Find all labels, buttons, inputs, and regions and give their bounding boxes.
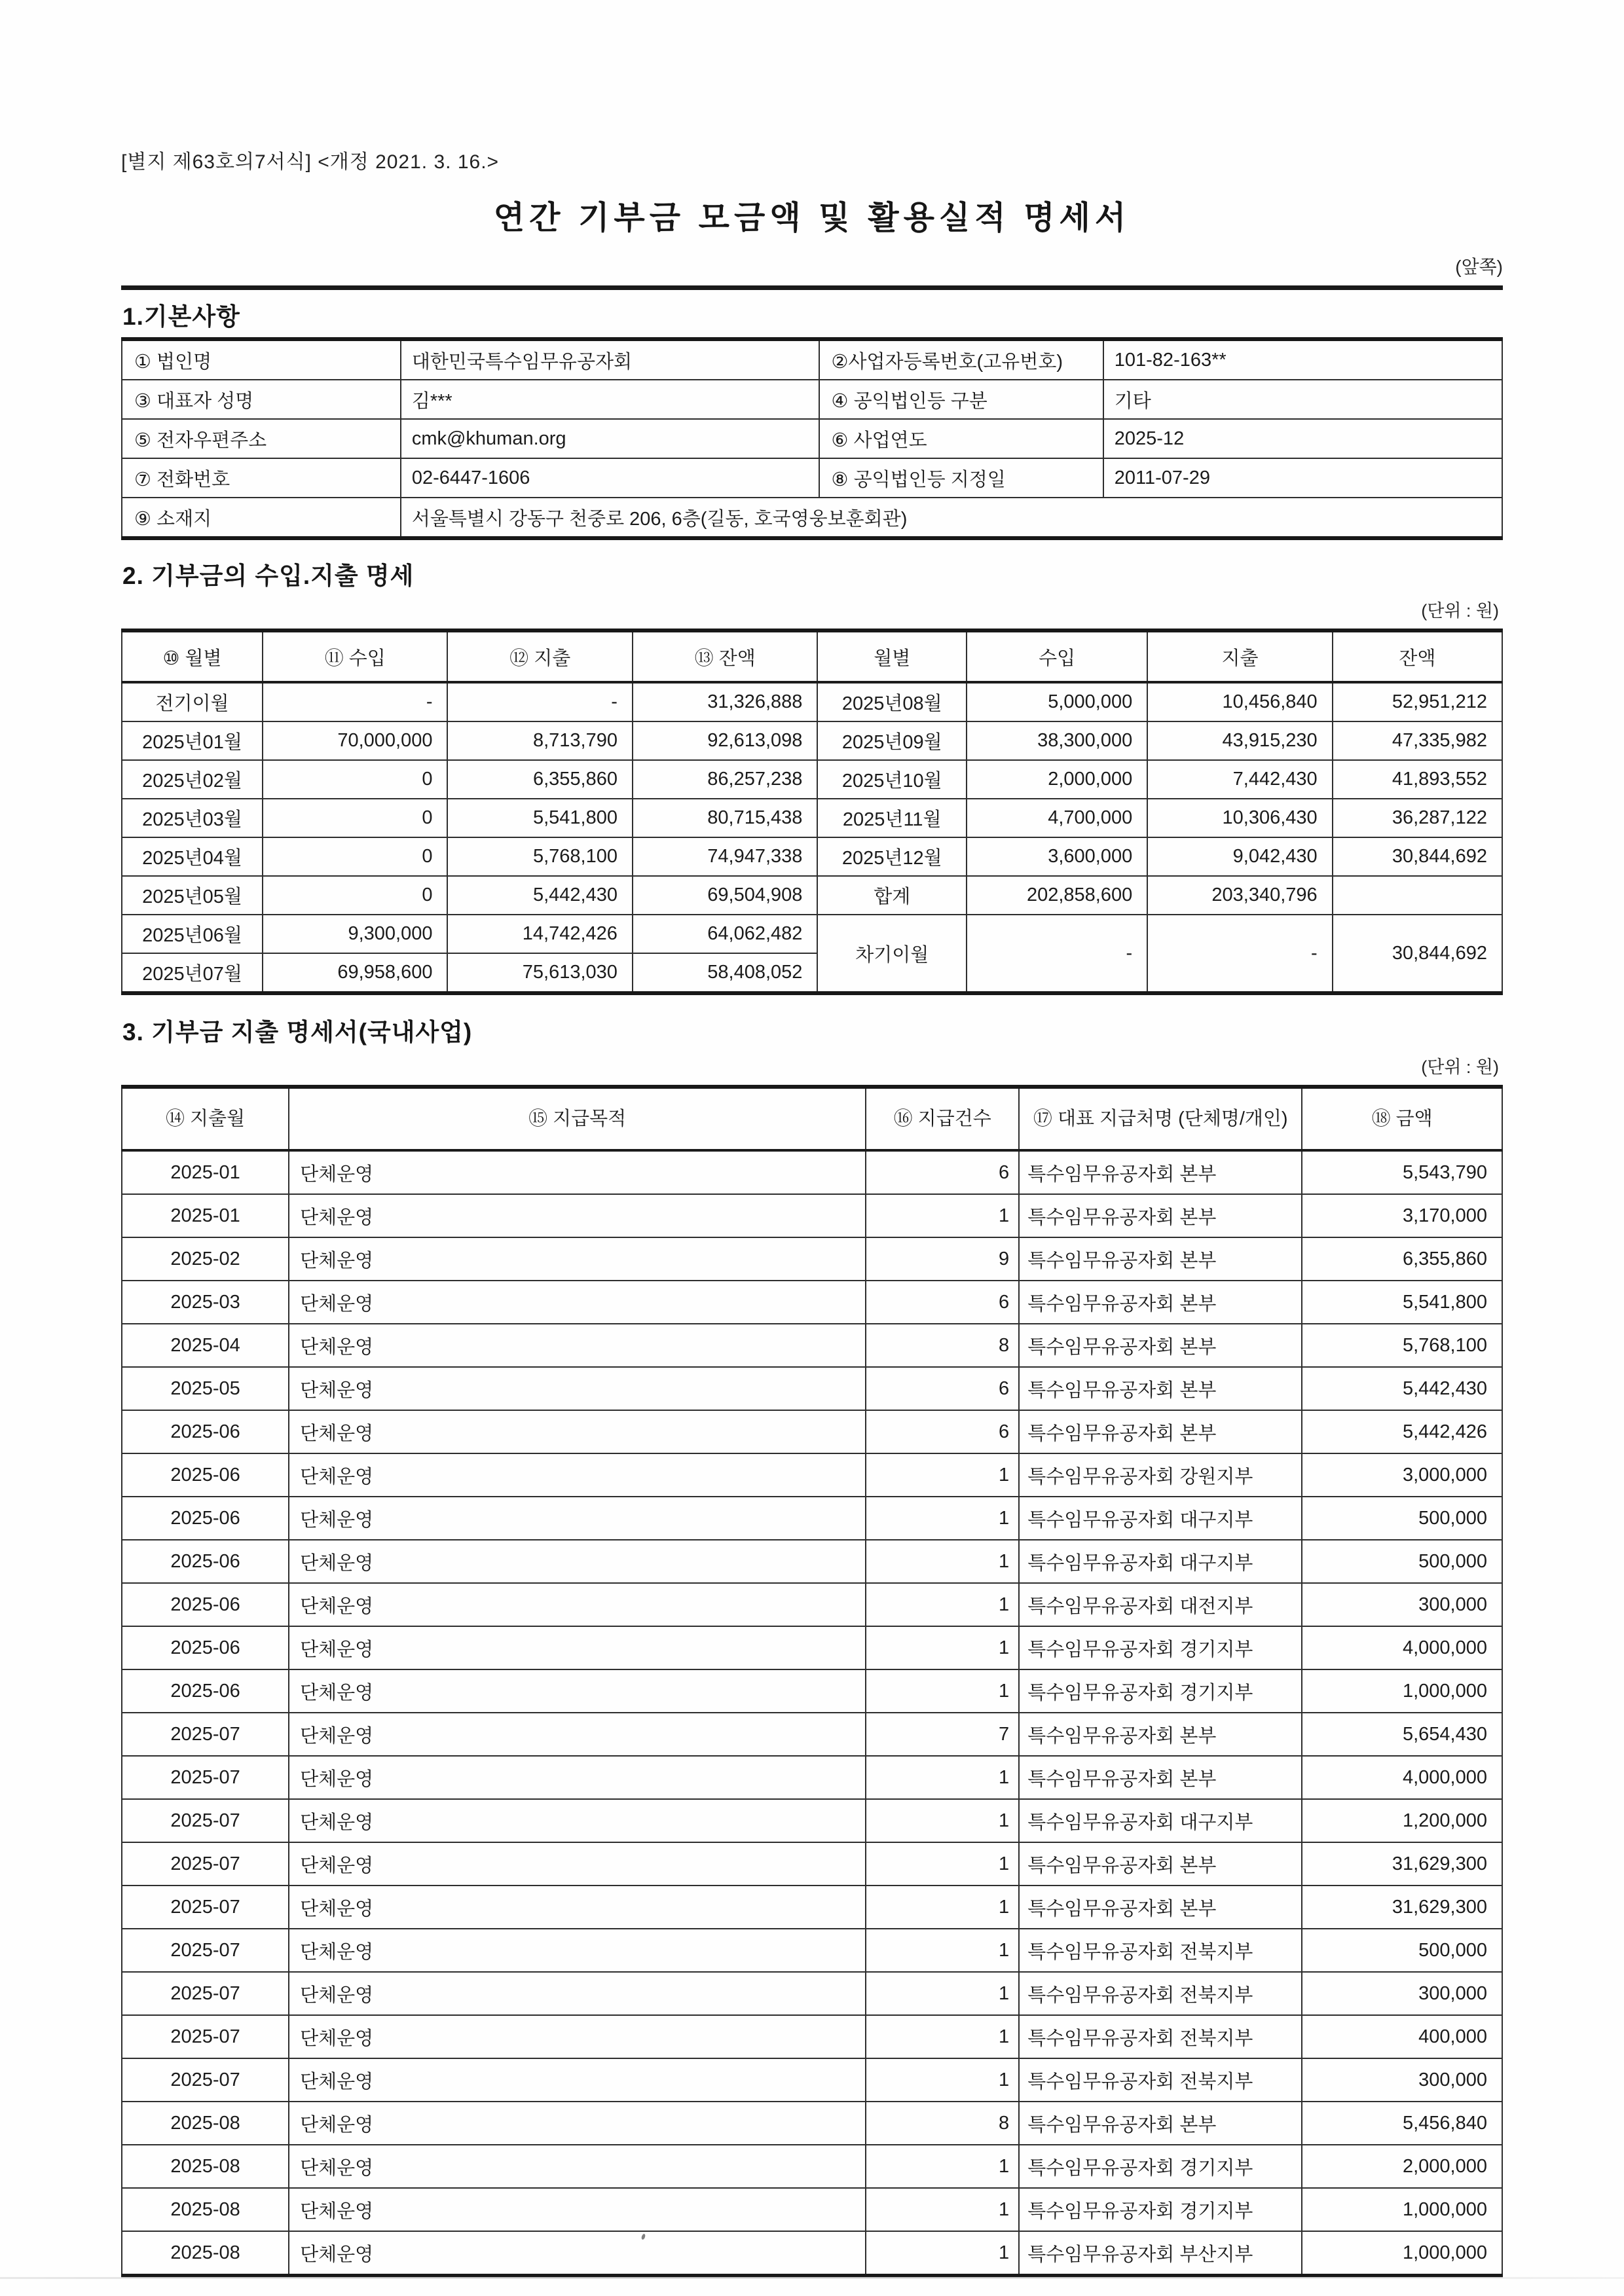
expense-month-cell: 2025-07 [122, 1842, 289, 1886]
payee-cell: 특수임무유공자회 경기지부 [1019, 1626, 1302, 1669]
payee-cell: 특수임무유공자회 본부 [1019, 1150, 1302, 1194]
month-cell: 2025년12월 [817, 837, 967, 876]
purpose-cell: 단체운영 [289, 2015, 866, 2058]
expense-month-cell: 2025-06 [122, 1497, 289, 1540]
payee-cell: 특수임무유공자회 대구지부 [1019, 1799, 1302, 1842]
purpose-cell: 단체운영 [289, 1453, 866, 1497]
field-label: ⑥ 사업연도 [819, 419, 1103, 458]
column-header: ⑰ 대표 지급처명 (단체명/개인) [1019, 1087, 1302, 1150]
expense-cell: 9,042,430 [1147, 837, 1332, 876]
basic-info-row [122, 419, 1502, 458]
expense-month-cell: 2025-08 [122, 2102, 289, 2145]
balance-cell: 58,408,052 [633, 953, 817, 993]
payee-cell: 특수임무유공자회 경기지부 [1019, 1669, 1302, 1713]
month-cell: 2025년07월 [122, 953, 263, 993]
expense-row [122, 1929, 1502, 1972]
monthly-row [122, 837, 1502, 876]
purpose-cell: 단체운영 [289, 1497, 866, 1540]
balance-cell: 41,893,552 [1333, 760, 1502, 799]
count-cell: 1 [866, 1886, 1019, 1929]
field-label: ②사업자등록번호(고유번호) [819, 339, 1103, 380]
payee-cell: 특수임무유공자회 전북지부 [1019, 1972, 1302, 2015]
expense-month-cell: 2025-06 [122, 1626, 289, 1669]
count-cell: 1 [866, 2145, 1019, 2188]
amount-cell: 5,768,100 [1302, 1324, 1502, 1367]
basic-info-row-address [122, 498, 1502, 538]
payee-cell: 특수임무유공자회 대구지부 [1019, 1497, 1302, 1540]
expense-row [122, 2145, 1502, 2188]
expense-row [122, 1281, 1502, 1324]
expense-month-cell: 2025-01 [122, 1194, 289, 1237]
form-reference-note: [별지 제63호의7서식] <개정 2021. 3. 16.> [121, 151, 500, 173]
payee-cell: 특수임무유공자회 본부 [1019, 1281, 1302, 1324]
payee-cell: 특수임무유공자회 경기지부 [1019, 2145, 1302, 2188]
income-cell: 0 [263, 799, 447, 837]
field-value: 대한민국특수임무유공자회 [401, 339, 819, 380]
payee-cell: 특수임무유공자회 전북지부 [1019, 2058, 1302, 2102]
purpose-cell: 단체운영 [289, 1281, 866, 1324]
monthly-row [122, 760, 1502, 799]
field-label: ④ 공익법인등 구분 [819, 380, 1103, 419]
expense-row [122, 1410, 1502, 1453]
field-value: 2011-07-29 [1103, 458, 1502, 498]
count-cell: 7 [866, 1713, 1019, 1756]
monthly-header-row [122, 630, 1502, 682]
expense-row [122, 1150, 1502, 1194]
payee-cell: 특수임무유공자회 본부 [1019, 1713, 1302, 1756]
amount-cell: 300,000 [1302, 2058, 1502, 2102]
expense-row [122, 1583, 1502, 1626]
expense-cell: 75,613,030 [447, 953, 632, 993]
count-cell: 1 [866, 1583, 1019, 1626]
expense-month-cell: 2025-04 [122, 1324, 289, 1367]
count-cell: 6 [866, 1410, 1019, 1453]
amount-cell: 300,000 [1302, 1972, 1502, 2015]
expense-body [122, 1150, 1502, 2276]
payee-cell: 특수임무유공자회 전북지부 [1019, 1929, 1302, 1972]
expense-row [122, 2058, 1502, 2102]
field-label: ⑦ 전화번호 [122, 458, 401, 498]
expense-cell: - [447, 682, 632, 721]
income-cell: 2,000,000 [967, 760, 1147, 799]
payee-cell: 특수임무유공자회 본부 [1019, 1237, 1302, 1281]
expense-month-cell: 2025-07 [122, 2058, 289, 2102]
income-cell: 0 [263, 760, 447, 799]
expense-month-cell: 2025-06 [122, 1453, 289, 1497]
count-cell: 1 [866, 2188, 1019, 2231]
purpose-cell: 단체운영 [289, 1237, 866, 1281]
field-value: 서울특별시 강동구 천중로 206, 6층(길동, 호국영웅보훈회관) [401, 498, 1502, 538]
month-cell: 차기이월 [817, 915, 967, 993]
expense-cell: 14,742,426 [447, 915, 632, 953]
expense-month-cell: 2025-08 [122, 2145, 289, 2188]
purpose-cell: 단체운영 [289, 1367, 866, 1410]
month-cell: 합계 [817, 876, 967, 915]
balance-cell: 74,947,338 [633, 837, 817, 876]
expense-month-cell: 2025-07 [122, 1756, 289, 1799]
expense-row [122, 1626, 1502, 1669]
count-cell: 1 [866, 1842, 1019, 1886]
column-header: 월별 [817, 630, 967, 682]
field-value: 기타 [1103, 380, 1502, 419]
payee-cell: 특수임무유공자회 본부 [1019, 1324, 1302, 1367]
monthly-summary-table [121, 629, 1503, 995]
month-cell: 2025년02월 [122, 760, 263, 799]
purpose-cell: 단체운영 [289, 1929, 866, 1972]
basic-info-row [122, 339, 1502, 380]
payee-cell: 특수임무유공자회 본부 [1019, 2102, 1302, 2145]
expense-row [122, 2102, 1502, 2145]
expense-row [122, 1799, 1502, 1842]
balance-cell: 64,062,482 [633, 915, 817, 953]
monthly-row [122, 915, 1502, 953]
expense-row [122, 2188, 1502, 2231]
count-cell: 1 [866, 1929, 1019, 1972]
column-header: ⑭ 지출월 [122, 1087, 289, 1150]
purpose-cell: 단체운영 [289, 1799, 866, 1842]
front-side-label: (앞쪽) [1455, 257, 1503, 277]
count-cell: 8 [866, 1324, 1019, 1367]
purpose-cell: 단체운영 [289, 2188, 866, 2231]
purpose-cell: 단체운영 [289, 1626, 866, 1669]
income-cell: 202,858,600 [967, 876, 1147, 915]
count-cell: 1 [866, 1626, 1019, 1669]
expense-row [122, 1756, 1502, 1799]
expense-month-cell: 2025-07 [122, 1713, 289, 1756]
count-cell: 1 [866, 1194, 1019, 1237]
expense-cell: 7,442,430 [1147, 760, 1332, 799]
month-cell: 2025년06월 [122, 915, 263, 953]
count-cell: 1 [866, 2231, 1019, 2276]
amount-cell: 5,654,430 [1302, 1713, 1502, 1756]
payee-cell: 특수임무유공자회 경기지부 [1019, 2188, 1302, 2231]
expense-month-cell: 2025-08 [122, 2231, 289, 2276]
amount-cell: 500,000 [1302, 1540, 1502, 1583]
count-cell: 6 [866, 1281, 1019, 1324]
expense-row [122, 1367, 1502, 1410]
amount-cell: 2,000,000 [1302, 2145, 1502, 2188]
purpose-cell: 단체운영 [289, 1842, 866, 1886]
column-header: 지출 [1147, 630, 1332, 682]
month-cell: 2025년03월 [122, 799, 263, 837]
section2-unit-label: (단위 : 원) [1421, 601, 1499, 621]
amount-cell: 31,629,300 [1302, 1886, 1502, 1929]
purpose-cell: 단체운영 [289, 2102, 866, 2145]
count-cell: 1 [866, 1756, 1019, 1799]
month-cell: 2025년10월 [817, 760, 967, 799]
payee-cell: 특수임무유공자회 본부 [1019, 1367, 1302, 1410]
payee-cell: 특수임무유공자회 전북지부 [1019, 2015, 1302, 2058]
expense-row [122, 1842, 1502, 1886]
purpose-cell: 단체운영 [289, 1410, 866, 1453]
balance-cell: 86,257,238 [633, 760, 817, 799]
purpose-cell: 단체운영 [289, 1886, 866, 1929]
field-value: cmk@khuman.org [401, 419, 819, 458]
basic-info-row [122, 458, 1502, 498]
balance-cell: 69,504,908 [633, 876, 817, 915]
count-cell: 1 [866, 1497, 1019, 1540]
balance-cell: 31,326,888 [633, 682, 817, 721]
expense-cell: 43,915,230 [1147, 721, 1332, 760]
count-cell: 1 [866, 1799, 1019, 1842]
field-value: 2025-12 [1103, 419, 1502, 458]
month-cell: 2025년09월 [817, 721, 967, 760]
balance-cell: 47,335,982 [1333, 721, 1502, 760]
purpose-cell: 단체운영 [289, 1150, 866, 1194]
column-header: ⑬ 잔액 [633, 630, 817, 682]
expense-cell: 10,306,430 [1147, 799, 1332, 837]
payee-cell: 특수임무유공자회 본부 [1019, 1886, 1302, 1929]
income-cell: 0 [263, 837, 447, 876]
count-cell: 1 [866, 1540, 1019, 1583]
balance-cell: 52,951,212 [1333, 682, 1502, 721]
monthly-row [122, 876, 1502, 915]
expense-header-row [122, 1087, 1502, 1150]
basic-info-body [122, 339, 1502, 538]
month-cell: 2025년01월 [122, 721, 263, 760]
field-value: 김*** [401, 380, 819, 419]
section3-heading: 3. 기부금 지출 명세서(국내사업) [122, 1019, 473, 1046]
expense-month-cell: 2025-06 [122, 1583, 289, 1626]
expense-detail-table [121, 1085, 1503, 2278]
balance-cell: 80,715,438 [633, 799, 817, 837]
expense-row [122, 1324, 1502, 1367]
expense-month-cell: 2025-07 [122, 1972, 289, 2015]
monthly-row [122, 682, 1502, 721]
column-header: ⑮ 지급목적 [289, 1087, 866, 1150]
purpose-cell: 단체운영 [289, 1972, 866, 2015]
column-header: 수입 [967, 630, 1147, 682]
count-cell: 1 [866, 1453, 1019, 1497]
purpose-cell: 단체운영 [289, 1540, 866, 1583]
monthly-body [122, 682, 1502, 993]
purpose-cell: 단체운영 [289, 1194, 866, 1237]
expense-cell: 5,442,430 [447, 876, 632, 915]
page-title: 연간 기부금 모금액 및 활용실적 명세서 [493, 200, 1131, 236]
monthly-row [122, 721, 1502, 760]
amount-cell: 5,456,840 [1302, 2102, 1502, 2145]
income-cell: 3,600,000 [967, 837, 1147, 876]
count-cell: 9 [866, 1237, 1019, 1281]
amount-cell: 400,000 [1302, 2015, 1502, 2058]
expense-row [122, 1713, 1502, 1756]
field-label: ① 법인명 [122, 339, 401, 380]
count-cell: 1 [866, 1972, 1019, 2015]
expense-month-cell: 2025-02 [122, 1237, 289, 1281]
expense-month-cell: 2025-06 [122, 1540, 289, 1583]
expense-month-cell: 2025-07 [122, 1886, 289, 1929]
field-label: ⑧ 공익법인등 지정일 [819, 458, 1103, 498]
count-cell: 8 [866, 2102, 1019, 2145]
month-cell: 2025년08월 [817, 682, 967, 721]
payee-cell: 특수임무유공자회 대전지부 [1019, 1583, 1302, 1626]
amount-cell: 3,170,000 [1302, 1194, 1502, 1237]
expense-row [122, 1540, 1502, 1583]
expense-month-cell: 2025-03 [122, 1281, 289, 1324]
income-cell: 69,958,600 [263, 953, 447, 993]
column-header: ⑪ 수입 [263, 630, 447, 682]
payee-cell: 특수임무유공자회 강원지부 [1019, 1453, 1302, 1497]
expense-row [122, 1497, 1502, 1540]
section3-unit-label: (단위 : 원) [1421, 1057, 1499, 1077]
month-cell: 2025년04월 [122, 837, 263, 876]
month-cell: 전기이월 [122, 682, 263, 721]
purpose-cell: 단체운영 [289, 1756, 866, 1799]
payee-cell: 특수임무유공자회 본부 [1019, 1194, 1302, 1237]
payee-cell: 특수임무유공자회 부산지부 [1019, 2231, 1302, 2276]
expense-month-cell: 2025-07 [122, 1929, 289, 1972]
scan-edge-shadow [0, 2277, 1624, 2279]
amount-cell: 500,000 [1302, 1929, 1502, 1972]
expense-row [122, 1886, 1502, 1929]
amount-cell: 300,000 [1302, 1583, 1502, 1626]
expense-month-cell: 2025-06 [122, 1410, 289, 1453]
column-header: ⑯ 지급건수 [866, 1087, 1019, 1150]
payee-cell: 특수임무유공자회 대구지부 [1019, 1540, 1302, 1583]
expense-cell: 5,768,100 [447, 837, 632, 876]
payee-cell: 특수임무유공자회 본부 [1019, 1756, 1302, 1799]
expense-row [122, 2015, 1502, 2058]
amount-cell: 500,000 [1302, 1497, 1502, 1540]
balance-cell: 36,287,122 [1333, 799, 1502, 837]
document-page [121, 145, 1503, 2278]
count-cell: 1 [866, 2015, 1019, 2058]
income-cell: - [967, 915, 1147, 993]
field-label: ⑤ 전자우편주소 [122, 419, 401, 458]
payee-cell: 특수임무유공자회 본부 [1019, 1842, 1302, 1886]
expense-row [122, 1194, 1502, 1237]
income-cell: 38,300,000 [967, 721, 1147, 760]
expense-cell: 8,713,790 [447, 721, 632, 760]
income-cell: - [263, 682, 447, 721]
expense-month-cell: 2025-05 [122, 1367, 289, 1410]
income-cell: 70,000,000 [263, 721, 447, 760]
purpose-cell: 단체운영 [289, 1583, 866, 1626]
count-cell: 1 [866, 2058, 1019, 2102]
amount-cell: 5,442,426 [1302, 1410, 1502, 1453]
amount-cell: 4,000,000 [1302, 1626, 1502, 1669]
income-cell: 0 [263, 876, 447, 915]
amount-cell: 1,000,000 [1302, 1669, 1502, 1713]
purpose-cell: 단체운영 [289, 2058, 866, 2102]
column-header: ⑱ 금액 [1302, 1087, 1502, 1150]
income-cell: 9,300,000 [263, 915, 447, 953]
column-header: ⑫ 지출 [447, 630, 632, 682]
balance-cell: 30,844,692 [1333, 915, 1502, 993]
monthly-row [122, 799, 1502, 837]
amount-cell: 1,200,000 [1302, 1799, 1502, 1842]
column-header: ⑩ 월별 [122, 630, 263, 682]
amount-cell: 3,000,000 [1302, 1453, 1502, 1497]
count-cell: 6 [866, 1367, 1019, 1410]
purpose-cell: 단체운영 [289, 1713, 866, 1756]
expense-month-cell: 2025-07 [122, 1799, 289, 1842]
balance-cell [1333, 876, 1502, 915]
expense-month-cell: 2025-08 [122, 2188, 289, 2231]
amount-cell: 1,000,000 [1302, 2231, 1502, 2276]
amount-cell: 5,543,790 [1302, 1150, 1502, 1194]
basic-info-row [122, 380, 1502, 419]
field-label: ⑨ 소재지 [122, 498, 401, 538]
amount-cell: 5,541,800 [1302, 1281, 1502, 1324]
section1-heading: 1.기본사항 [122, 303, 240, 330]
expense-cell: 203,340,796 [1147, 876, 1332, 915]
purpose-cell: 단체운영 [289, 1324, 866, 1367]
expense-cell: 6,355,860 [447, 760, 632, 799]
section2-heading: 2. 기부금의 수입.지출 명세 [122, 562, 415, 589]
purpose-cell: 단체운영 [289, 1669, 866, 1713]
amount-cell: 6,355,860 [1302, 1237, 1502, 1281]
expense-row [122, 1453, 1502, 1497]
field-value: 101-82-163** [1103, 339, 1502, 380]
amount-cell: 5,442,430 [1302, 1367, 1502, 1410]
amount-cell: 4,000,000 [1302, 1756, 1502, 1799]
field-value: 02-6447-1606 [401, 458, 819, 498]
expense-cell: 10,456,840 [1147, 682, 1332, 721]
section-divider [121, 285, 1503, 290]
expense-row [122, 1669, 1502, 1713]
income-cell: 5,000,000 [967, 682, 1147, 721]
amount-cell: 31,629,300 [1302, 1842, 1502, 1886]
count-cell: 1 [866, 1669, 1019, 1713]
expense-month-cell: 2025-01 [122, 1150, 289, 1194]
expense-cell: - [1147, 915, 1332, 993]
expense-cell: 5,541,800 [447, 799, 632, 837]
expense-row [122, 1972, 1502, 2015]
expense-row [122, 1237, 1502, 1281]
balance-cell: 92,613,098 [633, 721, 817, 760]
income-cell: 4,700,000 [967, 799, 1147, 837]
purpose-cell: 단체운영 [289, 2145, 866, 2188]
amount-cell: 1,000,000 [1302, 2188, 1502, 2231]
purpose-cell: 단체운영 [289, 2231, 866, 2276]
expense-row [122, 2231, 1502, 2276]
basic-info-table [121, 337, 1503, 540]
month-cell: 2025년05월 [122, 876, 263, 915]
payee-cell: 특수임무유공자회 본부 [1019, 1410, 1302, 1453]
field-label: ③ 대표자 성명 [122, 380, 401, 419]
count-cell: 6 [866, 1150, 1019, 1194]
column-header: 잔액 [1333, 630, 1502, 682]
expense-month-cell: 2025-07 [122, 2015, 289, 2058]
expense-month-cell: 2025-06 [122, 1669, 289, 1713]
balance-cell: 30,844,692 [1333, 837, 1502, 876]
month-cell: 2025년11월 [817, 799, 967, 837]
